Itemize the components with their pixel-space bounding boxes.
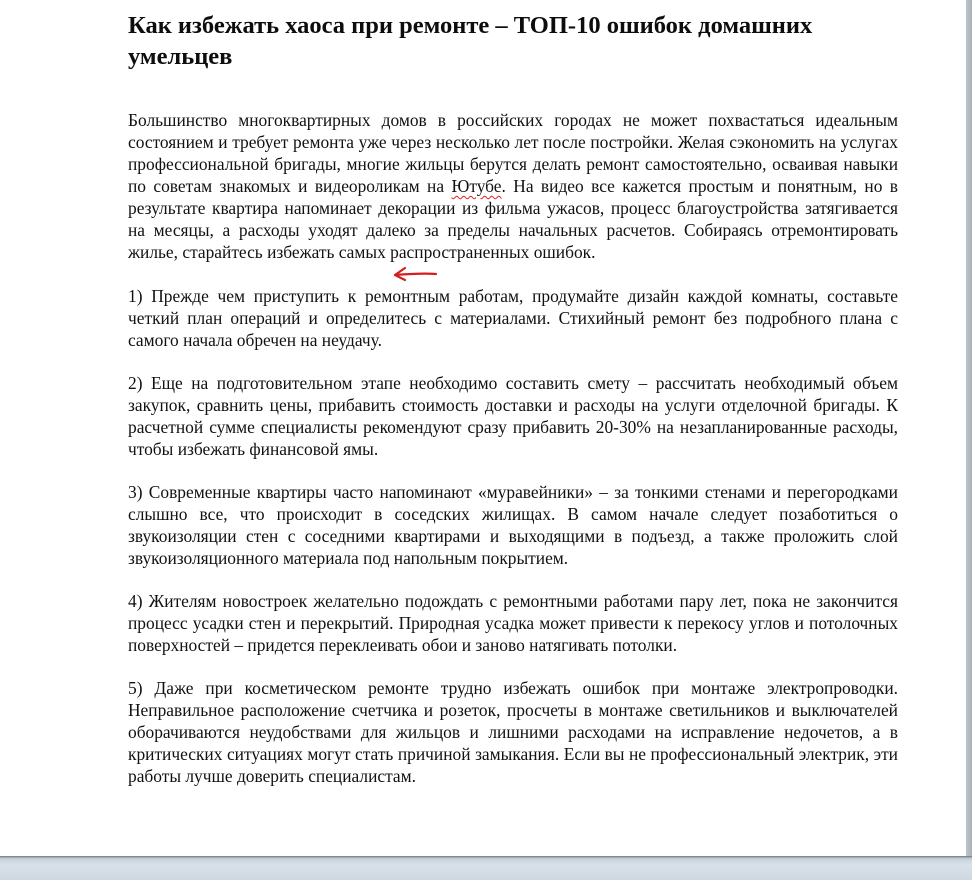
list-item-4: 4) Жителям новостроек желательно подождать с ремонтными работами пару лет, пока не закончится процесс усадки стен и перекрытий. Природная усадка может привести к перекосу углов и потолочных поверхностей – придется переклеивать обои и заново натягивать потолки. [128, 591, 898, 655]
spellcheck-flagged-word[interactable]: Ютубе [451, 176, 502, 196]
intro-text-end: . На видео все кажется простым и понятным, но в результате квартира напоминает декорации из фильма ужасов, процесс благоустройства затягивается на месяцы, а расходы уходят далеко за пределы начальных расчетов. Собираясь отремонтировать жилье, старайтесь избежать самых распространенных ошибок. [128, 176, 898, 262]
list-item-1: 1) Прежде чем приступить к ремонтным работам, продумайте дизайн каждой комнаты, составьте четкий план операций и определитесь с материалами. Стихийный ремонт без подробного плана с самого начала обречен на неудачу. [128, 286, 898, 350]
intro-paragraph [128, 109, 898, 263]
intro-text-start: Большинство многоквартирных домов в российских городах не может похвастаться идеальным состоянием и требует ремонта уже через несколько лет после постройки. Желая сэкономить на услугах профессиональной бригады, многие жильцы берутся делать ремонт самостоятельно, осваивая навыки по советам знакомых и видеороликам на [128, 110, 898, 196]
red-arrow-left-icon [392, 266, 438, 282]
horizontal-scroll-area[interactable] [0, 856, 972, 880]
page-right-edge [966, 0, 972, 856]
list-item-3: 3) Современные квартиры часто напоминают «муравейники» – за тонкими стенами и перегородками слышно все, что происходит в соседских жилищах. В самом начале следует позаботиться о звукоизоляции стен с соседними квартирами и выходящими в подъезд, а также проложить слой звукоизоляционного материала под напольным покрытием. [128, 482, 898, 568]
document-body [128, 10, 898, 808]
list-item-5: 5) Даже при косметическом ремонте трудно избежать ошибок при монтаже электропроводки. Неправильное расположение счетчика и розеток, просчеты в монтаже светильников и выключателей оборачиваются неудобствами для жильцов и лишними расходами на исправление недочетов, а в критических ситуациях могут стать причиной замыкания. Если вы не профессиональный электрик, эти работы лучше доверить специалистам. [128, 678, 898, 786]
article-title: Как избежать хаоса при ремонте – ТОП-10 ошибок домашних умельцев [128, 12, 813, 70]
list-item-2: 2) Еще на подготовительном этапе необходимо составить смету – рассчитать необходимый объем закупок, сравнить цены, прибавить стоимость доставки и расходы на услуги отделочной бригады. К расчетной сумме специалисты рекомендуют сразу прибавить 20-30% на незапланированные расходы, чтобы избежать финансовой ямы. [128, 373, 898, 459]
